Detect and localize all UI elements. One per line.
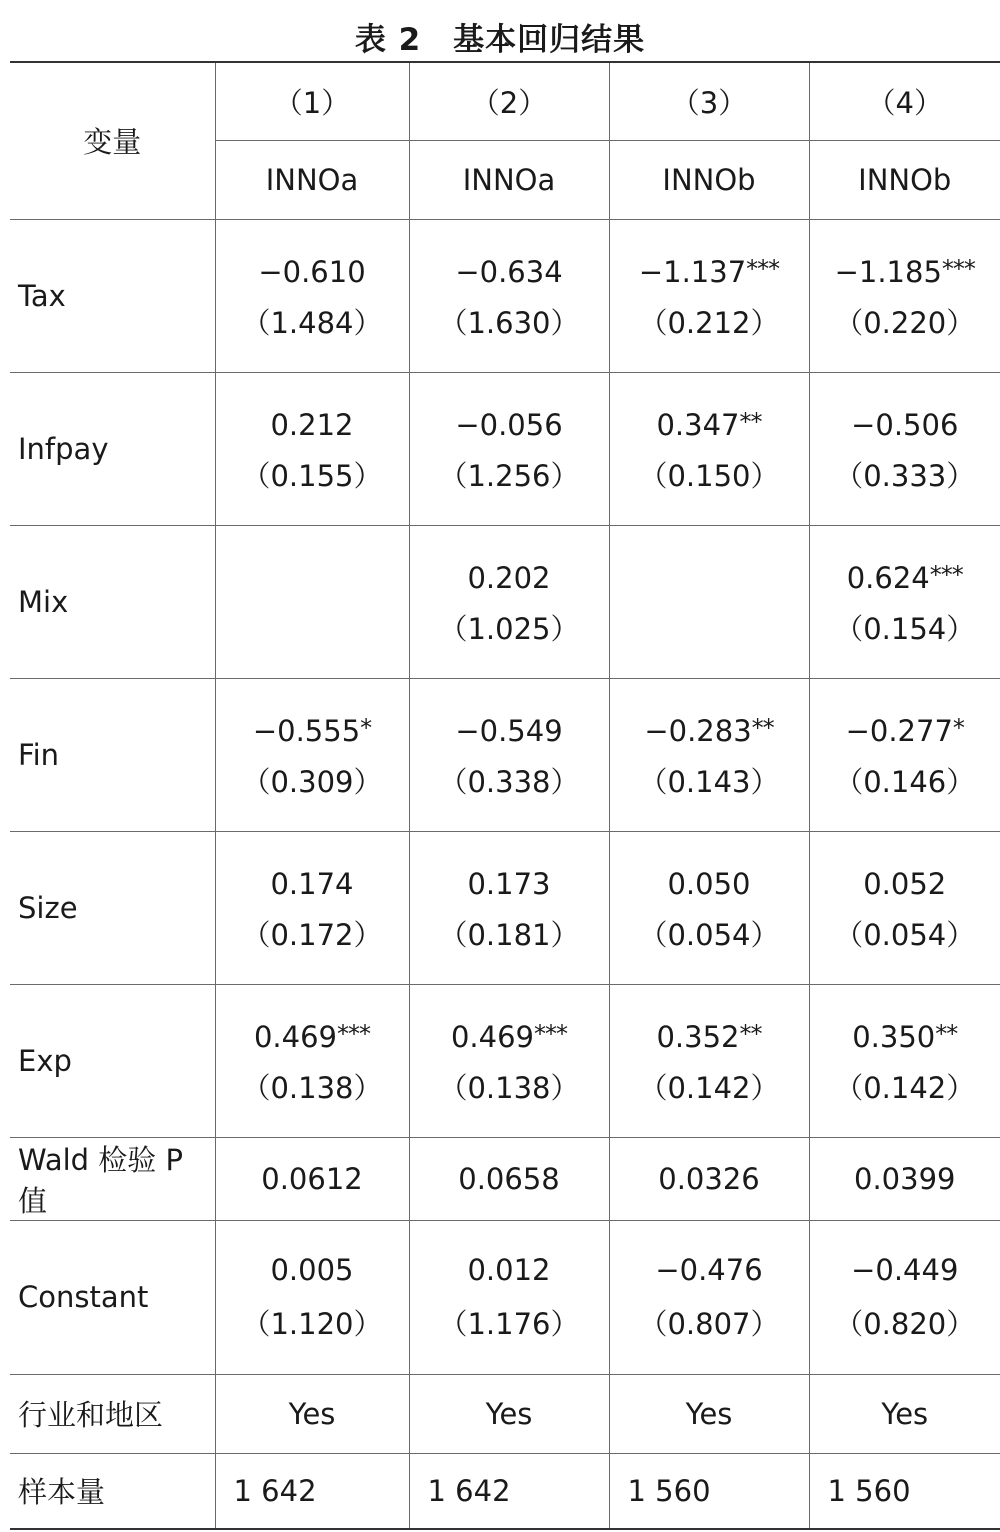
standard-error: （0.820） xyxy=(834,1307,976,1341)
control-indicator: Yes xyxy=(215,1374,409,1453)
table-row xyxy=(10,831,1000,984)
wald-p-value: 0.0326 xyxy=(609,1137,809,1220)
estimate-cell xyxy=(215,678,409,831)
standard-error: （0.142） xyxy=(638,1070,780,1105)
standard-error: （1.120） xyxy=(241,1307,383,1341)
coefficient-value: 0.469 xyxy=(450,1019,535,1054)
control-indicator: Yes xyxy=(409,1374,609,1453)
variable-name: Infpay xyxy=(10,372,215,525)
coefficient-value: −0.555 xyxy=(252,713,361,748)
table-row xyxy=(10,219,1000,372)
standard-error xyxy=(610,602,809,656)
coefficient xyxy=(216,701,409,755)
standard-error xyxy=(216,602,409,656)
coefficient xyxy=(410,1007,609,1061)
estimate-cell xyxy=(809,219,1000,372)
significance-stars: *** xyxy=(941,254,975,283)
coefficient-value: −0.449 xyxy=(851,1253,959,1287)
variable-header: 变量 xyxy=(10,62,215,219)
sample-size: 1 560 xyxy=(609,1453,809,1529)
significance-stars: * xyxy=(360,713,372,742)
coefficient xyxy=(810,242,1000,296)
significance-stars: *** xyxy=(337,1019,371,1048)
estimate-cell xyxy=(409,984,609,1137)
variable-name: Constant xyxy=(10,1220,215,1374)
coefficient-value: 0.174 xyxy=(270,866,354,901)
estimate-cell xyxy=(215,831,409,984)
table-row xyxy=(10,984,1000,1137)
coefficient-value: 0.005 xyxy=(270,1253,354,1287)
coefficient-value: −0.277 xyxy=(845,713,953,748)
coefficient-value: −0.549 xyxy=(455,713,563,748)
wald-p-value: 0.0399 xyxy=(809,1137,1000,1220)
standard-error: （1.176） xyxy=(438,1307,580,1341)
standard-error: （0.220） xyxy=(834,305,976,340)
significance-stars: ** xyxy=(751,713,774,742)
standard-error: （1.025） xyxy=(438,611,580,646)
estimate-cell xyxy=(609,525,809,678)
estimate-cell xyxy=(809,984,1000,1137)
coefficient-value: −1.137 xyxy=(638,254,747,289)
coefficient xyxy=(610,548,809,602)
sample-size-row xyxy=(10,1453,1000,1529)
coefficient xyxy=(610,395,809,449)
coefficient-value: 0.050 xyxy=(667,866,751,901)
variable-name: Mix xyxy=(10,525,215,678)
estimate-cell xyxy=(809,831,1000,984)
significance-stars: ** xyxy=(739,407,762,436)
estimate-cell xyxy=(409,1220,609,1374)
coefficient xyxy=(216,242,409,296)
col-number-3: （3） xyxy=(609,62,809,140)
coefficient xyxy=(410,242,609,296)
estimate-cell xyxy=(215,219,409,372)
standard-error: （0.154） xyxy=(834,611,976,646)
estimate-cell xyxy=(215,525,409,678)
table-row xyxy=(10,525,1000,678)
coefficient-value: 0.202 xyxy=(467,560,551,595)
standard-error: （0.333） xyxy=(834,458,976,493)
coefficient xyxy=(810,548,1000,602)
coefficient-value: 0.212 xyxy=(270,407,354,442)
constant-row xyxy=(10,1220,1000,1374)
standard-error: （0.146） xyxy=(834,764,976,799)
significance-stars: ** xyxy=(935,1019,958,1048)
coefficient-value: 0.350 xyxy=(852,1019,936,1054)
variable-name: 行业和地区 xyxy=(10,1374,215,1453)
estimate-cell xyxy=(809,1220,1000,1374)
variable-name: Wald 检验 P 值 xyxy=(10,1137,215,1220)
col-number-1: （1） xyxy=(215,62,409,140)
coefficient xyxy=(810,854,1000,908)
standard-error: （0.054） xyxy=(638,917,780,952)
regression-table xyxy=(10,61,1000,1530)
estimate-cell xyxy=(409,831,609,984)
coefficient xyxy=(410,395,609,449)
standard-error: （0.142） xyxy=(834,1070,976,1105)
standard-error: （0.181） xyxy=(438,917,580,952)
header-row-numbers xyxy=(10,62,1000,140)
sample-size: 1 642 xyxy=(409,1453,609,1529)
significance-stars: *** xyxy=(929,560,963,589)
sample-size: 1 560 xyxy=(809,1453,1000,1529)
estimate-cell xyxy=(609,1220,809,1374)
coefficient-value: −0.506 xyxy=(851,407,959,442)
coefficient-value: −0.634 xyxy=(455,254,563,289)
estimate-cell xyxy=(809,525,1000,678)
standard-error: （0.138） xyxy=(241,1070,383,1105)
coefficient-value: −1.185 xyxy=(834,254,942,289)
variable-name: Exp xyxy=(10,984,215,1137)
significance-stars: * xyxy=(952,713,964,742)
estimate-cell xyxy=(609,219,809,372)
standard-error: （0.138） xyxy=(438,1070,580,1105)
table-row xyxy=(10,372,1000,525)
coefficient xyxy=(610,242,809,296)
coefficient xyxy=(610,701,809,755)
coefficient xyxy=(610,854,809,908)
sample-size: 1 642 xyxy=(215,1453,409,1529)
estimate-cell xyxy=(809,678,1000,831)
coefficient xyxy=(410,854,609,908)
estimate-cell xyxy=(609,678,809,831)
coefficient-value: 0.469 xyxy=(253,1019,338,1054)
control-indicator: Yes xyxy=(809,1374,1000,1453)
wald-row xyxy=(10,1137,1000,1220)
coefficient-value: 0.012 xyxy=(467,1253,551,1287)
dep-var-1: INNOa xyxy=(215,140,409,219)
standard-error: （0.172） xyxy=(241,917,383,952)
wald-p-value: 0.0658 xyxy=(409,1137,609,1220)
coefficient-value: 0.352 xyxy=(656,1019,740,1054)
industry-region-row xyxy=(10,1374,1000,1453)
estimate-cell xyxy=(409,525,609,678)
standard-error: （0.807） xyxy=(638,1307,780,1341)
estimate-cell xyxy=(215,984,409,1137)
dep-var-2: INNOa xyxy=(409,140,609,219)
coefficient-value: 0.347 xyxy=(656,407,740,442)
variable-name: Tax xyxy=(10,219,215,372)
estimate-cell xyxy=(409,372,609,525)
coefficient xyxy=(216,854,409,908)
coefficient-value: 0.624 xyxy=(846,560,930,595)
coefficient-value: 0.052 xyxy=(863,866,947,901)
estimate-cell xyxy=(215,1220,409,1374)
standard-error: （0.309） xyxy=(241,764,383,799)
coefficient-value: 0.173 xyxy=(467,866,551,901)
variable-name: Fin xyxy=(10,678,215,831)
variable-name: Size xyxy=(10,831,215,984)
standard-error: （0.054） xyxy=(834,917,976,952)
estimate-cell xyxy=(409,219,609,372)
coefficient xyxy=(216,395,409,449)
standard-error: （0.212） xyxy=(638,305,780,340)
standard-error: （1.256） xyxy=(438,458,580,493)
significance-stars: *** xyxy=(534,1019,568,1048)
estimate-cell xyxy=(809,372,1000,525)
wald-p-value: 0.0612 xyxy=(215,1137,409,1220)
control-indicator: Yes xyxy=(609,1374,809,1453)
coefficient xyxy=(216,1007,409,1061)
col-number-4: （4） xyxy=(809,62,1000,140)
standard-error: （0.338） xyxy=(438,764,580,799)
dep-var-4: INNOb xyxy=(809,140,1000,219)
coefficient-value: −0.476 xyxy=(655,1253,763,1287)
coefficient xyxy=(410,701,609,755)
standard-error: （0.143） xyxy=(638,764,780,799)
coefficient xyxy=(610,1007,809,1061)
estimate-cell xyxy=(215,372,409,525)
col-number-2: （2） xyxy=(409,62,609,140)
coefficient xyxy=(810,701,1000,755)
significance-stars: *** xyxy=(746,254,780,283)
standard-error: （0.150） xyxy=(638,458,780,493)
estimate-cell xyxy=(609,372,809,525)
variable-name: 样本量 xyxy=(10,1453,215,1529)
dep-var-3: INNOb xyxy=(609,140,809,219)
coefficient-value: −0.056 xyxy=(455,407,563,442)
estimate-cell xyxy=(609,984,809,1137)
table-row xyxy=(10,678,1000,831)
estimate-cell xyxy=(409,678,609,831)
standard-error: （0.155） xyxy=(241,458,383,493)
significance-stars: ** xyxy=(739,1019,762,1048)
coefficient xyxy=(216,548,409,602)
coefficient xyxy=(410,548,609,602)
estimate-cell xyxy=(609,831,809,984)
coefficient-value: −0.283 xyxy=(644,713,752,748)
coefficient-value: −0.610 xyxy=(258,254,366,289)
coefficient xyxy=(810,1007,1000,1061)
table-title: 表 2 基本回归结果 xyxy=(354,22,646,58)
standard-error: （1.630） xyxy=(438,305,580,340)
coefficient xyxy=(810,395,1000,449)
standard-error: （1.484） xyxy=(241,305,383,340)
